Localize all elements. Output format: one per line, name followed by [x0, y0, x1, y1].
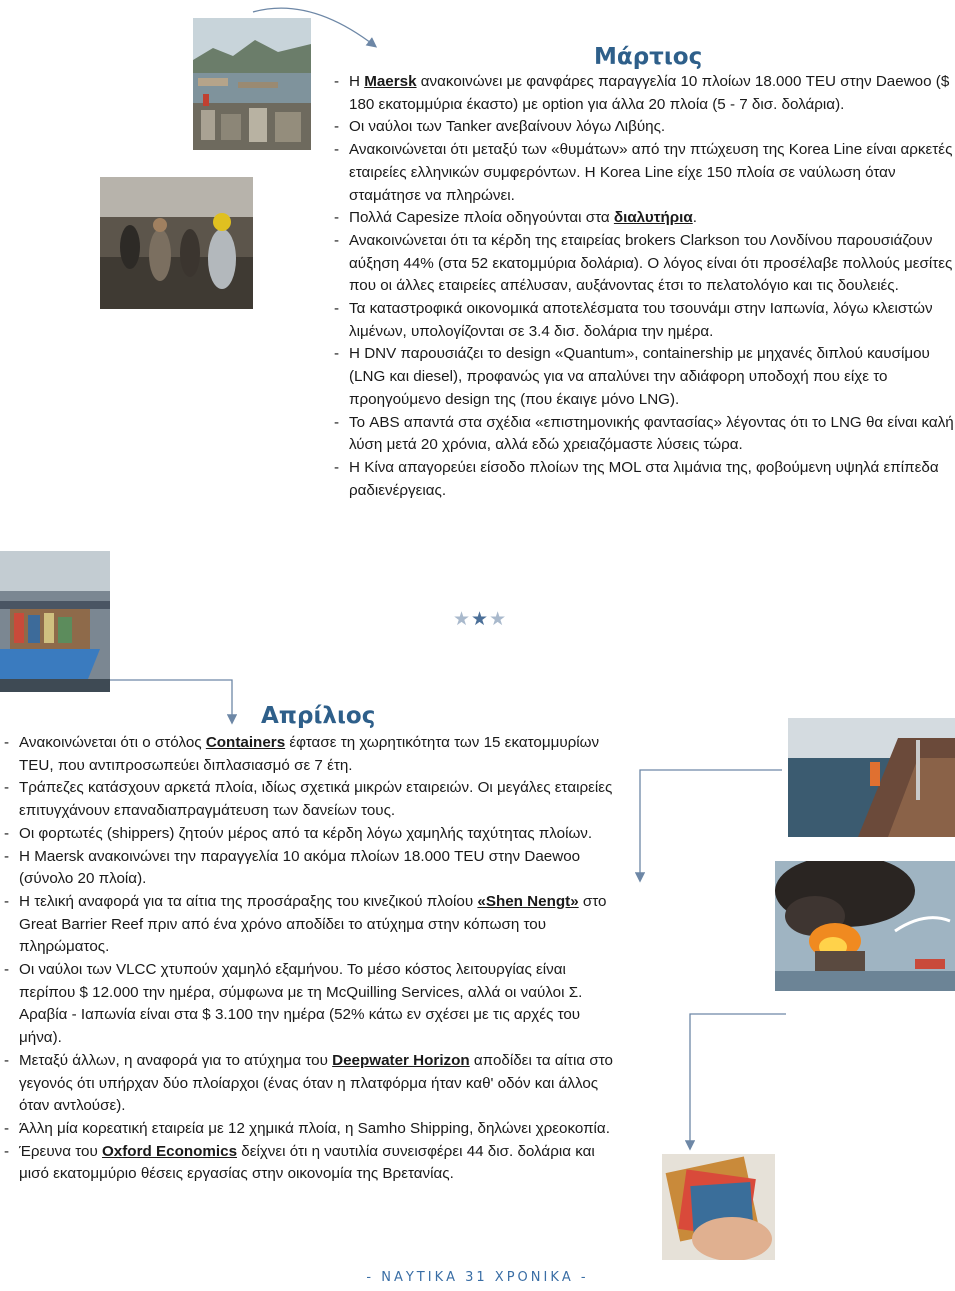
- news-item: [0, 1118, 624, 1141]
- news-item: [0, 959, 624, 1050]
- news-text: Η τελική αναφορά για τα αίτια της προσάραξης του κινεζικού πλοίου: [19, 892, 478, 910]
- news-keyword-link[interactable]: «Shen Nengt»: [477, 892, 579, 910]
- march-news-list: [330, 71, 955, 502]
- page-footer: - ΝΑΥΤΙΚΑ 31 ΧΡΟΝΙΚΑ -: [366, 1270, 589, 1285]
- news-item: [330, 207, 955, 230]
- news-text: στο Great Barrier Reef πριν από ένα χρόνο αποδίδει το ατύχημα στην κόπωση του πληρώματος.: [19, 892, 607, 956]
- news-item: [0, 1141, 624, 1186]
- news-keyword-link[interactable]: Oxford Economics: [101, 1142, 238, 1160]
- news-item: [330, 139, 955, 207]
- news-item: [0, 732, 624, 777]
- news-text: Τράπεζες κατάσχουν αρκετά πλοία, ιδίως σχετικά μικρών εταιρειών. Οι μεγάλες εταιρείες επιτυγχάνουν επαναδιαπραγμάτευση των δανείων τους.: [19, 779, 613, 820]
- news-item: [0, 823, 624, 846]
- news-text: Η DNV παρουσιάζει το design «Quantum», containership με μηχανές διπλού καυσίμου (LNG και diesel), προφανώς για να απαλύνει την αδιάφορη υποδοχή που είχε το προηγούμενο design της (που έκαιγε μόνο LNG).: [349, 345, 930, 408]
- april-heading: Απρίλιος: [261, 703, 376, 729]
- news-text: Οι ναύλοι των Tanker ανεβαίνουν λόγω Λιβύης.: [349, 118, 666, 136]
- news-keyword-link[interactable]: Deepwater Horizon: [332, 1051, 470, 1069]
- news-text: ανακοινώνει με φανφάρες παραγγελία 10 πλοίων 18.000 TEU στην Daewoo ($ 180 εκατομμύρια έκαστο) με option για άλλα 20 πλοία (5 - 7 δισ. δολάρια).: [349, 73, 950, 113]
- divider-stars: [453, 608, 507, 631]
- star-icon: ★: [489, 609, 508, 630]
- news-text: Πολλά Capesize πλοία οδηγούνται στα: [349, 209, 614, 227]
- news-text: Η Κίνα απαγορεύει είσοδο πλοίων της MOL στα λιμάνια της, φοβούμενη υψηλά επίπεδα ραδιενέργειας.: [349, 458, 939, 499]
- news-text: Άλλη μία κορεατική εταιρεία με 12 χημικά πλοία, η Samho Shipping, δηλώνει χρεοκοπία.: [19, 1119, 610, 1137]
- news-keyword-link[interactable]: Maersk: [364, 73, 417, 90]
- april-news-list: [0, 732, 624, 1186]
- star-icon: ★: [471, 609, 490, 630]
- news-item: [330, 116, 955, 139]
- news-item: [0, 846, 624, 891]
- news-text: Έρευνα του: [19, 1142, 102, 1160]
- news-item: [330, 457, 955, 502]
- news-text: Ανακοινώνεται ότι μεταξύ των «θυμάτων» από την πτώχευση της Korea Line είναι αρκετές εταιρείες ελληνικών συμφερόντων. Η Korea Line είχε 150 πλοία σε ναύλωση όταν σταμάτησε να πληρώνει.: [349, 141, 953, 204]
- news-text: Οι φορτωτές (shippers) ζητούν μέρος από τα κέρδη λόγω χαμηλής ταχύτητας πλοίων.: [19, 824, 593, 842]
- news-text: Μεταξύ άλλων, η αναφορά για το ατύχημα του: [19, 1051, 333, 1069]
- news-item: [0, 1050, 624, 1118]
- news-item: [330, 343, 955, 411]
- news-item: [0, 777, 624, 822]
- news-text: Η: [349, 73, 365, 90]
- news-text: Ανακοινώνεται ότι ο στόλος: [19, 734, 206, 751]
- news-text: Το ABS απαντά στα σχέδια «επιστημονικής φαντασίας» λέγοντας ότι το LNG θα είναι καλή λύση μετά 20 χρόνια, αλλά εδώ χρειαζόμαστε λύσεις τώρα.: [349, 413, 954, 454]
- news-item: [330, 298, 955, 343]
- news-text: Τα καταστροφικά οικονομικά αποτελέσματα του τσουνάμι στην Ιαπωνία, λόγω κλειστών λιμένων, υπολογίζονται σε 3.4 δισ. δολάρια την ημέρα.: [349, 300, 933, 340]
- news-item: [330, 230, 955, 298]
- star-icon: ★: [453, 609, 472, 630]
- news-text: .: [692, 209, 697, 227]
- news-item: [0, 891, 624, 959]
- march-heading: Μάρτιος: [594, 44, 703, 70]
- news-text: Ανακοινώνεται ότι τα κέρδη της εταιρείας brokers Clarkson του Λονδίνου παρουσιάζουν αύξηση 44% (στα 52 εκατομμύρια δολάρια). Ο λόγος είναι ότι προσέλαβε πολλούς μεσίτες που οι άλλες εταιρείες απέλυσαν, αυξάνοντας έτσι το πελατολόγιο και τις δουλειές.: [349, 231, 953, 295]
- news-text: έφτασε τη χωρητικότητα των 15 εκατομμυρίων TEU, που αντιπροσωπεύει διπλασιασμό σε 7 έτη.: [19, 734, 600, 774]
- news-text: Οι ναύλοι των VLCC χτυπούν χαμηλό εξαμήνου. Το μέσο κόστος λειτουργίας είναι περίπου $ 12.000 την ημέρα, σύμφωνα με τη McQuilling Services, αλλά οι ναύλοι Σ. Αραβία - Ιαπωνία είναι στα $ 3.100 την ημέρα (52% κάτω εν σχέσει με τις αρχές του μήνα).: [19, 961, 583, 1047]
- news-text: Η Maersk ανακοινώνει την παραγγελία 10 ακόμα πλοίων 18.000 TEU στην Daewoo (σύνολο 20 πλοία).: [19, 847, 581, 888]
- news-keyword-link[interactable]: Containers: [205, 734, 286, 751]
- news-item: [330, 71, 955, 116]
- news-item: [330, 412, 955, 457]
- news-text: δείχνει ότι η ναυτιλία συνεισφέρει 44 δισ. δολάρια και μισό εκατομμύριο θέσεις εργασίας στην οικονομία της Βρετανίας.: [19, 1142, 595, 1183]
- news-text: αποδίδει τα αίτια στο γεγονός ότι υπήρχαν δύο πλοίαρχοι (ένας όταν η πλατφόρμα ήταν καθ' οδόν και άλλος όταν αντλούσε).: [19, 1051, 613, 1115]
- news-keyword-link[interactable]: διαλυτήρια: [613, 209, 693, 227]
